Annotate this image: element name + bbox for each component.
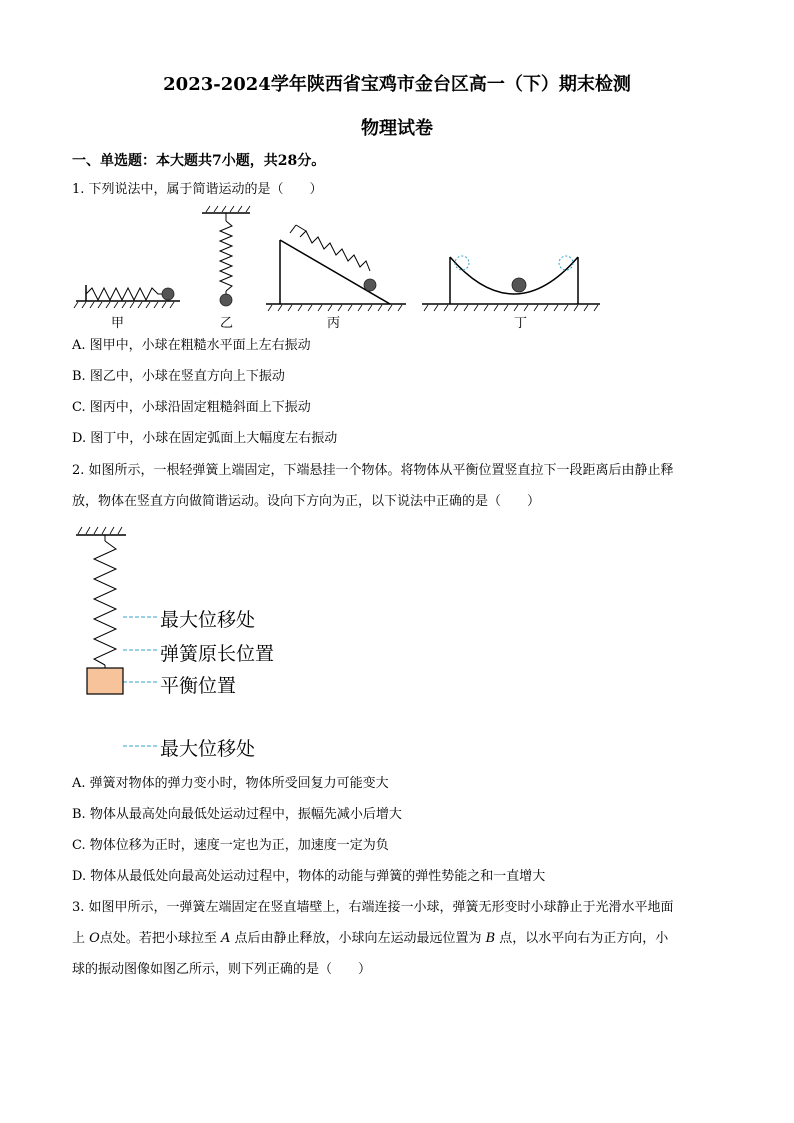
q2-option-b: B. 物体从最高处向最低处运动过程中，振幅先减小后增大 [72, 807, 402, 822]
point-a: A [220, 931, 231, 946]
section-heading: 一、单选题：本大题共7小题，共28分。 [72, 153, 326, 169]
fig-label-ding: 丁 [514, 316, 528, 331]
label-max-displacement-bottom: 最大位移处 [160, 738, 256, 760]
page-subtitle: 物理试卷 [361, 118, 433, 139]
q3-line2: 上 O点处。若把小球拉至 A 点后由静止释放，小球向左运动最远位置为 B 点，以水平向右为正方向，小 [72, 931, 669, 946]
label-max-displacement-top: 最大位移处 [160, 609, 256, 631]
q2-option-c: C. 物体位移为正时，速度一定也为正，加速度一定为负 [72, 838, 389, 853]
q1-option-c: C. 图丙中，小球沿固定粗糙斜面上下振动 [72, 400, 311, 415]
ball-ghost-left [455, 256, 469, 270]
q3-line1: 3. 如图甲所示，一弹簧左端固定在竖直墙壁上，右端连接一小球，弹簧无形变时小球静止于光滑水平地面 [72, 900, 674, 915]
q1-stem: 1. 下列说法中，属于简谐运动的是（ ） [72, 182, 323, 197]
q2-stem-line1: 2. 如图所示，一根轻弹簧上端固定，下端悬挂一个物体。将物体从平衡位置竖直拉下一段距离后由静止释 [72, 463, 674, 478]
ball-ding [512, 278, 526, 292]
q3-line3: 球的振动图像如图乙所示，则下列正确的是（ ） [72, 962, 372, 977]
ball-yi [220, 294, 232, 306]
page-title: 2023-2024学年陕西省宝鸡市金台区高一（下）期末检测 [163, 74, 631, 95]
fig-label-yi: 乙 [220, 316, 234, 331]
fig-label-jia: 甲 [111, 316, 125, 331]
hanging-block [87, 668, 123, 694]
ball-jia [162, 288, 174, 300]
q2-option-d: D. 物体从最低处向最高处运动过程中，物体的动能与弹簧的弹性势能之和一直增大 [72, 869, 546, 884]
point-b: B [485, 931, 496, 946]
q2-stem-line2: 放，物体在竖直方向做简谐运动。设向下方向为正，以下说法中正确的是（ ） [72, 494, 541, 509]
q1-option-d: D. 图丁中，小球在固定弧面上大幅度左右振动 [72, 431, 338, 446]
q2-option-a: A. 弹簧对物体的弹力变小时，物体所受回复力可能变大 [72, 776, 389, 791]
label-natural-length: 弹簧原长位置 [160, 643, 275, 665]
q1-option-a: A. 图甲中，小球在粗糙水平面上左右振动 [72, 338, 311, 353]
ball-ghost-right [559, 256, 573, 270]
ball-bing [364, 279, 376, 291]
q1-option-b: B. 图乙中，小球在竖直方向上下振动 [72, 369, 285, 384]
point-o: O [89, 931, 100, 946]
label-equilibrium: 平衡位置 [160, 675, 237, 697]
q2-figure [70, 525, 170, 750]
fig-label-bing: 丙 [327, 316, 341, 331]
